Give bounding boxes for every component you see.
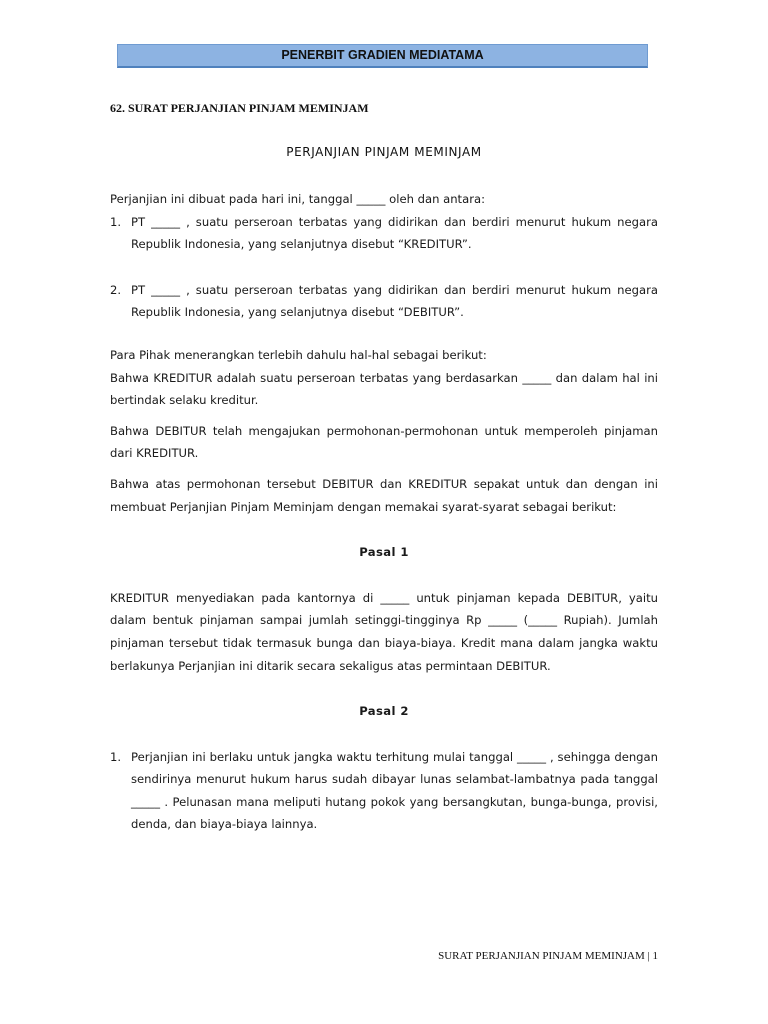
party-item bbox=[110, 279, 658, 324]
pasal-2-title: Pasal 2 bbox=[359, 704, 409, 719]
party-number: 2. bbox=[110, 282, 122, 297]
party-number: 1. bbox=[110, 214, 122, 229]
recitals-intro: Para Pihak menerangkan terlebih dahulu hal-hal sebagai berikut: bbox=[110, 347, 487, 362]
intro-paragraph: Perjanjian ini dibuat pada hari ini, tanggal _____ oleh dan antara: bbox=[110, 192, 485, 206]
pasal-1-title: Pasal 1 bbox=[359, 545, 409, 560]
pasal-1-text: KREDITUR menyediakan pada kantornya di _____ untuk pinjaman kepada DEBITUR, yaitu dalam bentuk pinjaman sampai jumlah setinggi-tingginya Rp _____ (_____ Rupiah). Jumlah pinjaman tersebut tidak termasuk bunga dan biaya-biaya. Kredit mana dalam jangka waktu berlakunya Perjanjian ini ditarik secara sekaligus atas permintaan DEBITUR. bbox=[110, 590, 658, 673]
recital-paragraph: Bahwa KREDITUR adalah suatu perseroan terbatas yang berdasarkan _____ dan dalam hal ini bertindak selaku kreditur. bbox=[110, 370, 658, 408]
document-body bbox=[110, 188, 658, 836]
recital-paragraph: Bahwa DEBITUR telah mengajukan permohonan-permohonan untuk memperoleh pinjaman dari KREDITUR. bbox=[110, 423, 658, 461]
pasal-2-item-number: 1. bbox=[110, 749, 122, 764]
recital-paragraph: Bahwa atas permohonan tersebut DEBITUR dan KREDITUR sepakat untuk dan dengan ini membuat Perjanjian Pinjam Meminjam dengan memakai syarat-syarat sebagai berikut: bbox=[110, 476, 658, 514]
document-title: PERJANJIAN PINJAM MEMINJAM bbox=[286, 145, 482, 159]
page-footer: SURAT PERJANJIAN PINJAM MEMINJAM | 1 bbox=[438, 950, 658, 962]
party-item bbox=[110, 211, 658, 256]
publisher-header: PENERBIT GRADIEN MEDIATAMA bbox=[117, 44, 648, 68]
party-text: PT _____ , suatu perseroan terbatas yang didirikan dan berdiri menurut hukum negara Republik Indonesia, yang selanjutnya disebut “KREDITUR”. bbox=[131, 214, 658, 252]
party-text: PT _____ , suatu perseroan terbatas yang didirikan dan berdiri menurut hukum negara Republik Indonesia, yang selanjutnya disebut “DEBITUR”. bbox=[131, 282, 658, 320]
section-heading: 62. SURAT PERJANJIAN PINJAM MEMINJAM bbox=[110, 101, 369, 115]
pasal-2-item bbox=[110, 746, 658, 836]
pasal-2-item-text: Perjanjian ini berlaku untuk jangka waktu terhitung mulai tanggal _____ , sehingga dengan sendirinya menurut hukum harus sudah dibayar lunas selambat-lambatnya pada tanggal _____ . Pelunasan mana meliputi hutang pokok yang bersangkutan, bunga-bunga, provisi, denda, dan biaya-biaya lainnya. bbox=[131, 749, 658, 832]
